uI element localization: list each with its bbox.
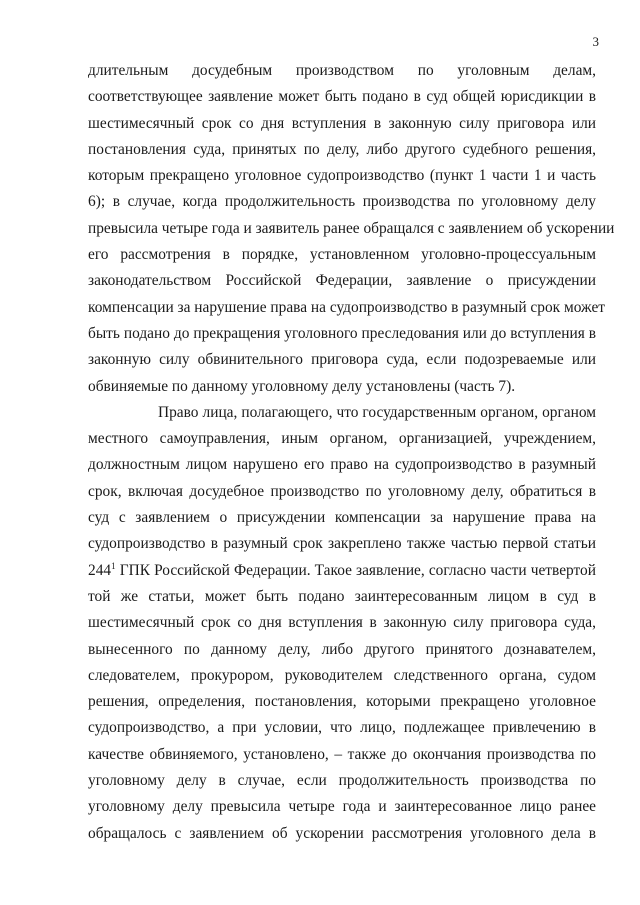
- text-line: которым прекращено уголовное судопроизводство (пункт 1 части 1 и часть: [88, 167, 596, 185]
- text-line: превысила четыре года и заявитель ранее обращался с заявлением об ускорении: [88, 219, 615, 237]
- text-line: шестимесячный срок со дня вступления в законную силу приговора или: [88, 114, 596, 132]
- text-line: срок, включая досудебное производство по уголовному делу, обратиться в: [88, 482, 596, 500]
- text-line: законную силу обвинительного приговора суда, если подозреваемые или: [88, 351, 596, 369]
- text-line: качестве обвиняемого, установлено, – также до окончания производства по: [88, 745, 596, 763]
- text-line: постановления суда, принятых по делу, либо другого судебного решения,: [88, 140, 596, 158]
- text-line: должностным лицом нарушено его право на судопроизводство в разумный: [88, 456, 596, 474]
- text-line: следователем, прокурором, руководителем следственного органа, судом: [88, 666, 596, 684]
- paragraph-continuation: [88, 58, 615, 400]
- text-line: его рассмотрения в порядке, установленном уголовно-процессуальным: [88, 246, 596, 264]
- paragraph-right-of-person: [88, 400, 596, 847]
- text-line-article-reference: [88, 558, 596, 584]
- text-line: местного самоуправления, иным органом, организацией, учреждением,: [88, 430, 596, 448]
- page-number: 3: [592, 34, 599, 49]
- text-line: обвиняемые по данному уголовному делу установлены (часть 7).: [88, 377, 516, 395]
- text-line: обращалось с заявлением об ускорении рассмотрения уголовного дела в: [88, 824, 596, 842]
- text-line: уголовному делу превысила четыре года и заинтересованное лицо ранее: [88, 798, 596, 816]
- text-line: уголовному делу в случае, если продолжительность производства по: [88, 772, 596, 790]
- text-line: Право лица, полагающего, что государственным органом, органом: [158, 403, 596, 421]
- text-line: компенсации за нарушение права на судопроизводство в разумный срок может: [88, 298, 606, 316]
- text-line: законодательством Российской Федерации, заявление о присуждении: [88, 272, 596, 290]
- text-line: быть подано до прекращения уголовного преследования или до вступления в: [88, 324, 596, 342]
- article-superscript: 1: [111, 560, 116, 571]
- text-line: шестимесячный срок со дня вступления в законную силу приговора суда,: [88, 614, 596, 632]
- text-line: судопроизводство, а при условии, что лицо, подлежащее привлечению в: [88, 719, 596, 737]
- text-line: длительным досудебным производством по уголовным делам,: [88, 62, 596, 79]
- text-line: судопроизводство в разумный срок закреплено также частью первой статьи: [88, 535, 596, 553]
- text-line: той же статьи, может быть подано заинтересованным лицом в суд в: [88, 587, 596, 605]
- text-line: решения, определения, постановления, которыми прекращено уголовное: [88, 693, 596, 711]
- text-line: соответствующее заявление может быть подано в суд общей юрисдикции в: [88, 88, 596, 106]
- article-rest: ГПК Российской Федерации. Такое заявление, согласно части четвертой: [115, 561, 596, 579]
- text-line: суд с заявлением о присуждении компенсации за нарушение права на: [88, 509, 596, 527]
- text-line: 6); в случае, когда продолжительность производства по уголовному делу: [88, 193, 596, 211]
- text-line: вынесенного по данному делу, либо другого принятого дознавателем,: [88, 640, 596, 658]
- document-body: [88, 58, 615, 847]
- article-number: 244: [88, 561, 112, 579]
